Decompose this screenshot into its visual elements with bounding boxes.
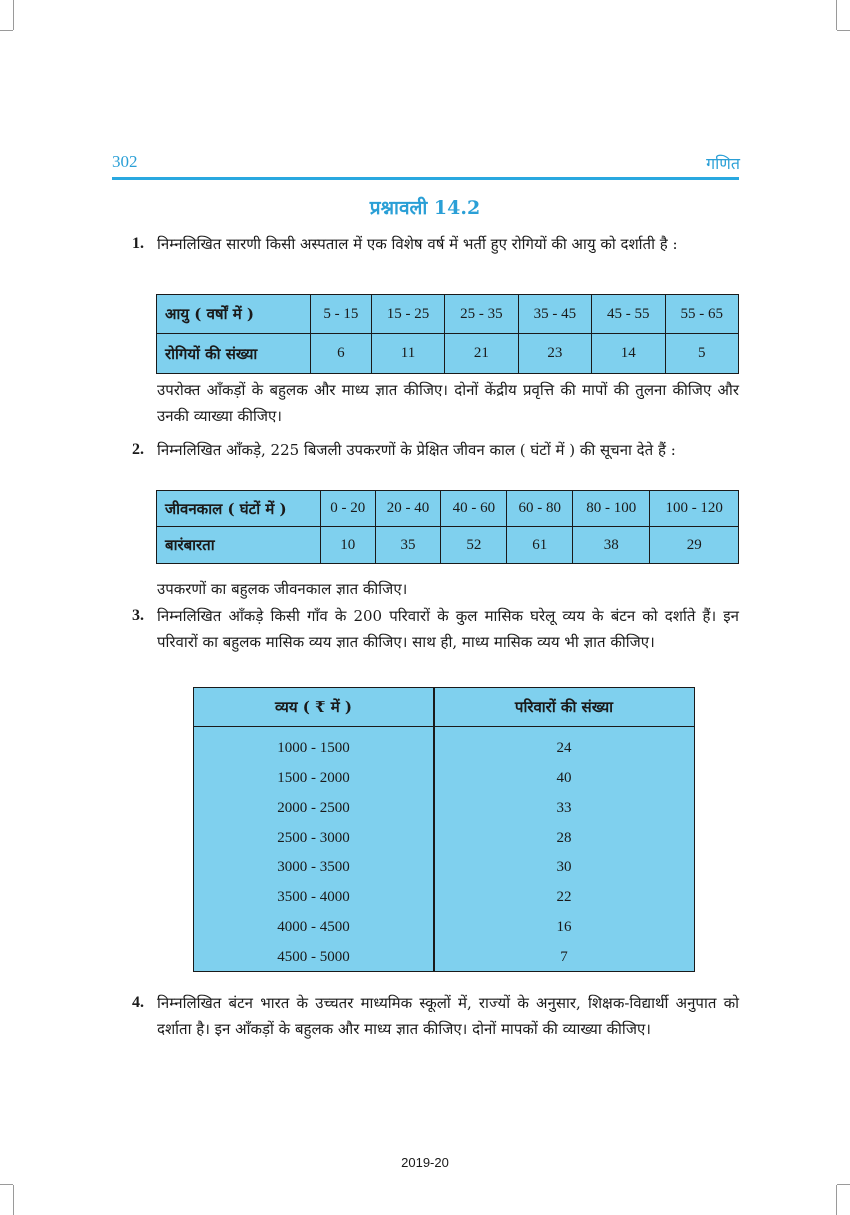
table-row <box>194 823 694 853</box>
crop-mark <box>0 1184 13 1185</box>
table-cell: 80 - 100 <box>573 491 650 527</box>
table-cell: 5 - 15 <box>311 295 372 334</box>
table-cell: 5 <box>665 334 738 374</box>
table-cell: 45 - 55 <box>592 295 665 334</box>
table-cell: 61 <box>507 527 573 564</box>
crop-mark <box>13 0 14 30</box>
question-2 <box>132 437 739 463</box>
table-cell: 10 <box>321 527 376 564</box>
table-cell: 33 <box>556 800 572 816</box>
table-row-label: आयु ( वर्षों में ) <box>157 295 311 334</box>
question-3 <box>132 603 739 655</box>
page-number: 302 <box>112 152 138 171</box>
table-cell: 1500 - 2000 <box>277 770 350 786</box>
crop-mark <box>13 1185 14 1215</box>
table-row <box>194 793 694 823</box>
table-cell: 14 <box>592 334 665 374</box>
column-header: व्यय ( ₹ में ) <box>274 698 353 716</box>
table-cell: 0 - 20 <box>321 491 376 527</box>
table-cell: 55 - 65 <box>665 295 738 334</box>
table-cell: 100 - 120 <box>650 491 739 527</box>
question-1 <box>132 231 739 257</box>
table-cell: 1000 - 1500 <box>277 740 350 756</box>
question-text: निम्नलिखित बंटन भारत के उच्चतर माध्यमिक स्कूलों में, राज्यों के अनुसार, शिक्षक-विद्यार्थी अनुपात को दर्शाता है। इन आँकड़ों के बहुलक और माध्य ज्ञात कीजिए। दोनों मापकों की व्याख्या कीजिए। <box>157 994 739 1038</box>
page-footer: 2019-20 <box>401 1155 449 1170</box>
question-number: 2. <box>132 441 144 458</box>
table-row <box>194 763 694 793</box>
table-cell: 20 - 40 <box>375 491 441 527</box>
table-cell: 2000 - 2500 <box>277 800 350 816</box>
table-row-label: जीवनकाल ( घंटों में ) <box>157 491 321 527</box>
exercise-title: प्रश्नावली 14.2 <box>369 197 481 219</box>
table-cell: 16 <box>556 919 572 935</box>
lifetime-table <box>156 490 739 564</box>
table-cell: 28 <box>556 830 572 846</box>
header-rule <box>112 177 739 180</box>
table-cell: 52 <box>441 527 507 564</box>
table-cell: 29 <box>650 527 739 564</box>
table-cell: 25 - 35 <box>445 295 518 334</box>
question-text: निम्नलिखित आँकड़े, 225 बिजली उपकरणों के प्रेक्षित जीवन काल ( घंटों में ) की सूचना देते हैं : <box>157 441 676 459</box>
table-cell: 40 - 60 <box>441 491 507 527</box>
table-cell: 40 <box>556 770 572 786</box>
table-cell: 4000 - 4500 <box>277 919 350 935</box>
table-cell: 4500 - 5000 <box>277 949 350 965</box>
table-cell: 7 <box>560 949 568 965</box>
crop-mark <box>837 1184 850 1185</box>
question-followup: उपरोक्त आँकड़ों के बहुलक और माध्य ज्ञात कीजिए। दोनों केंद्रीय प्रवृत्ति की मापों की तुलना कीजिए और उनकी व्याख्या कीजिए। <box>157 381 739 425</box>
table-cell: 15 - 25 <box>371 295 444 334</box>
question-number: 3. <box>132 607 144 624</box>
table-row <box>194 733 694 763</box>
question-number: 4. <box>132 994 144 1011</box>
table-row <box>194 912 694 942</box>
table-cell: 11 <box>371 334 444 374</box>
question-followup: उपकरणों का बहुलक जीवनकाल ज्ञात कीजिए। <box>157 580 408 598</box>
table-cell: 35 <box>375 527 441 564</box>
crop-mark <box>0 30 13 31</box>
question-4 <box>132 990 739 1042</box>
column-header: परिवारों की संख्या <box>514 698 614 716</box>
table-cell: 60 - 80 <box>507 491 573 527</box>
subject-title: गणित <box>706 154 740 173</box>
question-text: निम्नलिखित सारणी किसी अस्पताल में एक विशेष वर्ष में भर्ती हुए रोगियों की आयु को दर्शाती है : <box>157 235 678 253</box>
table-cell: 38 <box>573 527 650 564</box>
table-cell: 22 <box>556 889 572 905</box>
crop-mark <box>836 0 837 30</box>
table-cell: 2500 - 3000 <box>277 830 350 846</box>
table-cell: 3500 - 4000 <box>277 889 350 905</box>
table-header-row <box>194 688 694 727</box>
age-table <box>156 294 739 374</box>
table-cell: 21 <box>445 334 518 374</box>
table-row <box>194 942 694 972</box>
table-cell: 3000 - 3500 <box>277 859 350 875</box>
table-cell: 30 <box>556 859 572 875</box>
table-row <box>194 882 694 912</box>
table-cell: 24 <box>556 740 572 756</box>
table-cell: 35 - 45 <box>518 295 591 334</box>
table-row <box>194 852 694 882</box>
table-row-label: बारंबारता <box>157 527 321 564</box>
question-number: 1. <box>132 235 144 252</box>
crop-mark <box>836 1185 837 1215</box>
table-cell: 6 <box>311 334 372 374</box>
crop-mark <box>837 30 850 31</box>
question-text: निम्नलिखित आँकड़े किसी गाँव के 200 परिवारों के कुल मासिक घरेलू व्यय के बंटन को दर्शाते हैं। इन परिवारों का बहुलक मासिक व्यय ज्ञात कीजिए। साथ ही, माध्य मासिक व्यय भी ज्ञात कीजिए। <box>157 607 739 651</box>
expenditure-table <box>193 687 695 972</box>
table-row-label: रोगियों की संख्या <box>157 334 311 374</box>
table-cell: 23 <box>518 334 591 374</box>
